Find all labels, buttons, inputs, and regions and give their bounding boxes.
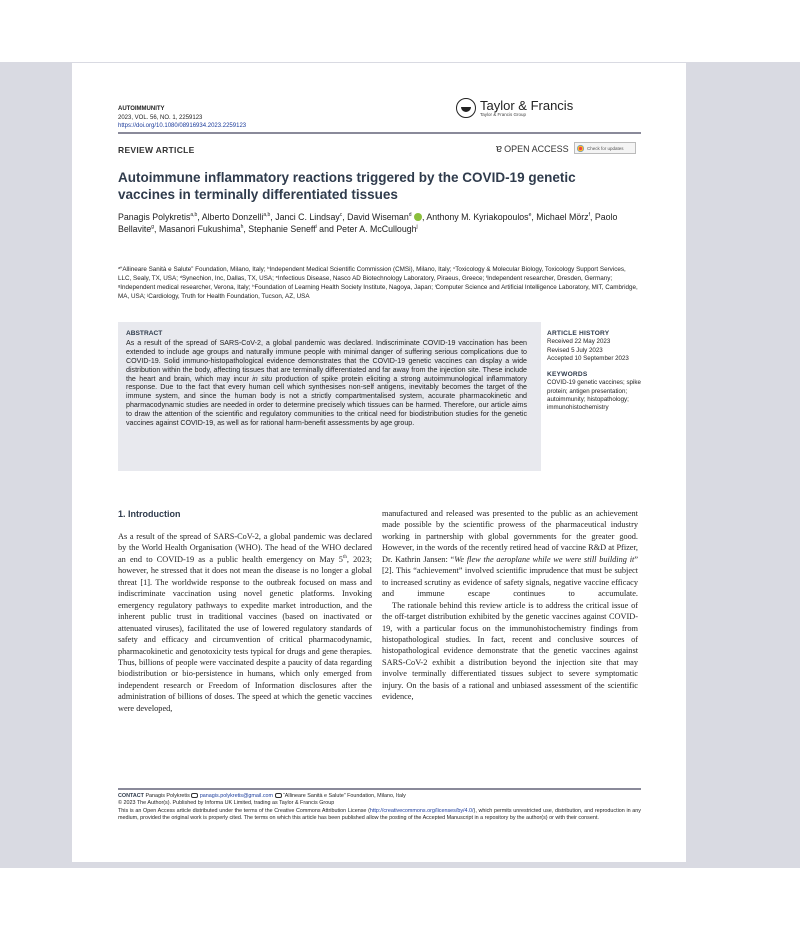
author[interactable]: Anthony M. Kyriakopoulos$^e$ [426,212,532,222]
publisher-name: Taylor & Francis [480,97,574,113]
footer-divider [118,788,641,790]
section-heading-introduction: 1. Introduction [118,509,181,519]
open-lock-icon: ɐ [496,143,503,155]
paragraph: manufactured and released was presented to the public as an achievement made possible by the scientific prowess of the pharmaceutical industry working in partnership with global governments for the greater good. However, in the words of the recently retired head of vaccine R&D at Pfizer, Dr. Kathrin Jansen: “We flew the aeroplane while we were still building it” [2]. This “achievement” involved scientific imprudence that must be subject to increased scrutiny as evidence of safety signals, negative vaccine efficacy and immune escape continues to accumulate. [382,509,638,599]
author[interactable]: Alberto Donzelli$^{a,b}$ [201,212,271,222]
license-link[interactable]: http://creativecommons.org/licenses/by/4.0/ [369,807,474,814]
check-for-updates-button[interactable] [574,142,636,154]
email-icon [191,793,198,798]
body-column-left [118,531,372,714]
check-for-updates-label: Check for updates [587,145,624,151]
article-sidebar [547,330,647,413]
affiliations: $^a$“Allineare Sanità e Salute” Foundation, Milano, Italy; $^b$Independent Medical Scientific Commission (CMSi), Milano, Italy; $^c$Toxicology & Molecular Biology, Toxicology Support Services, LLC, Sealy, TX, USA; $^d$Synechion, Inc, Dallas, TX, USA; $^e$Infectious Disease, Nasco AD Biotechnology Laboratory, Piraeus, Greece; $^f$Independent researcher, Dresden, Germany; $^g$Independent medical researcher, Verona, Italy; $^h$Foundation of Learning Health Society Institute, Nagoya, Japan; $^i$Computer Science and Artificial Intelligence Laboratory, MIT, Cambridge, MA, USA; $^j$Cardiology, Truth for Health Foundation, Tucson, AZ, USA [118,265,638,300]
license-text: This is an Open Access article distributed under the terms of the Creative Commons Attribution License (http://creativecommons.org/licenses/by/4.0/), which permits unrestricted use, distribution, and reproduction in any medium, provided the original work is properly cited. The terms on which this article has been published allow the posting of the Accepted Manuscript in a repository by the author(s) or with their consent. [118,807,641,821]
journal-name: AUTOIMMUNITY [118,106,165,112]
journal-volume: 2023, VOL. 56, NO. 1, 2259123 [118,114,203,121]
article-type: REVIEW ARTICLE [118,145,195,155]
author-list: Panagis Polykretis$^{a,b}$, Alberto Donzelli$^{a,b}$, Janci C. Lindsay$^c$, David Wiseman$^d$ , Anthony M. Kyriakopoulos$^e$, Michael Mörz$^f$, Paolo Bellavite$^g$, Masanori Fukushima$^h$, Stephanie Seneff$^i$ and Peter A. McCullough$^j$ [118,212,618,235]
email-link[interactable]: panagis.polykretis@gmail.com [199,793,273,799]
article-history-heading: ARTICLE HISTORY [547,330,610,337]
author[interactable]: David Wiseman$^d$ [347,212,412,222]
header-divider [118,132,641,134]
article-title: Autoimmune inflammatory reactions triggered by the COVID-19 genetic vaccines in terminally differentiated tissues [118,170,576,202]
abstract-box [118,322,541,471]
journal-info [118,105,246,131]
body-column-right [382,508,638,703]
open-access-label: OPEN ACCESS [504,144,569,154]
paragraph: The rationale behind this review article is to address the critical issue of the off-target distribution exhibited by the genetic vaccines against COVID-19, with a particular focus on the immunohistochemistry findings from histopathological studies. In fact, recent and conclusive sources of histopathological evidence demonstrate that the genetic vaccines against SARS-CoV-2 exhibit a distribution beyond the injection site that may involve terminally differentiated tissues subject to severe symptomatic injury. On the basis of a rational and unbiased assessment of the scientific evidence, [382,600,638,702]
author[interactable]: Panagis Polykretis$^{a,b}$ [118,212,198,222]
lamp-icon [456,98,476,118]
paper-page [72,63,686,862]
author[interactable]: Michael Mörz$^f$ [536,212,590,222]
keywords-text: COVID-19 genetic vaccines; spike protein; antigen presentation; autoimmunity; histopathology; immunohistochemistry [547,379,641,412]
doi-link[interactable]: https://doi.org/10.1080/08916934.2023.2259123 [118,123,247,129]
author[interactable]: Peter A. McCullough$^j$ [336,224,418,235]
copyright: © 2023 The Author(s). Published by Informa UK Limited, trading as Taylor & Francis Group [118,800,335,807]
publisher-group: Taylor & Francis Group [480,111,527,117]
author[interactable]: Paolo Bellavite$^g$ [118,212,618,235]
open-access-badge [496,144,569,154]
contact-line: CONTACT Panagis Polykretis panagis.polykretis@gmail.com “Allineare Sanità e Salute” Foundation, Milano, Italy [118,793,406,799]
author[interactable]: Masanori Fukushima$^h$ [158,224,244,235]
publisher-logo [456,98,573,118]
abstract [126,330,527,428]
paragraph: As a result of the spread of SARS-CoV-2, a global pandemic was declared by the World Health Organisation (WHO). The head of the WHO declared an end to COVID-19 as a public health emergency on May 5th, 2023; however, he stressed that it does not mean the disease is no longer a global threat [1]. The worldwide response to the outbreak focused on mass and indiscriminate vaccination using novel genetic platforms. Invoking emergency regulatory pathways to expedite market introduction, and the inherent public trust in traditional vaccines (based on inactivated or attenuated viruses), facilitated the use of lowered regulatory standards of safety and efficacy and circumvention of critical pharmacodynamic, pharmacokinetic and genotoxicity tests typical for drugs and gene therapies. Thus, billions of people were vaccinated despite a paucity of data regarding biodistribution or bio-persistence in humans, which only emerged from independent research or Freedom of Information disclosures after the administration of billions of doses. The speed at which the genetic vaccines were developed, [118,532,372,713]
keywords-heading: KEYWORDS [547,371,588,379]
author[interactable]: Janci C. Lindsay$^c$ [275,212,343,222]
accepted-date: Accepted 10 September 2023 [547,354,629,362]
orcid-icon[interactable] [414,213,422,221]
received-date: Received 22 May 2023 [547,338,611,346]
revised-date: Revised 5 July 2023 [547,346,603,354]
footer-notes [118,793,641,822]
author[interactable]: Stephanie Seneff$^i$ [248,224,317,235]
address-icon [275,793,282,798]
crossmark-icon [577,145,584,152]
abstract-heading: ABSTRACT [126,330,163,337]
abstract-text: As a result of the spread of SARS-CoV-2, a global pandemic was declared. Indiscriminate COVID-19 vaccination has been extended to include age groups and naturally immune people with minimal danger of suffering serious complications due to COVID-19. Solid immuno-histopathological evidence demonstrates that the COVID-19 genetic vaccines can display a wide distribution within the body, affecting tissues that are terminally differentiated and far away from the injection site. These include the heart and brain, which may incur in situ production of spike protein eliciting a strong autoimmunological inflammatory response. Due to the fact that every human cell which synthesises non-self antigens, inevitably becomes the target of the immune system, and since the human body is not a strictly compartmentalised system, accurate pharmacokinetic and pharmacodynamic studies are needed in order to determine precisely which tissues can be harmed. Therefore, our article aims to draw the attention of the scientific and regulatory communities to the critical need for biodistribution studies for the genetic vaccines against COVID-19, as well as for rational harm-benefit assessments by age group. [126,338,527,428]
